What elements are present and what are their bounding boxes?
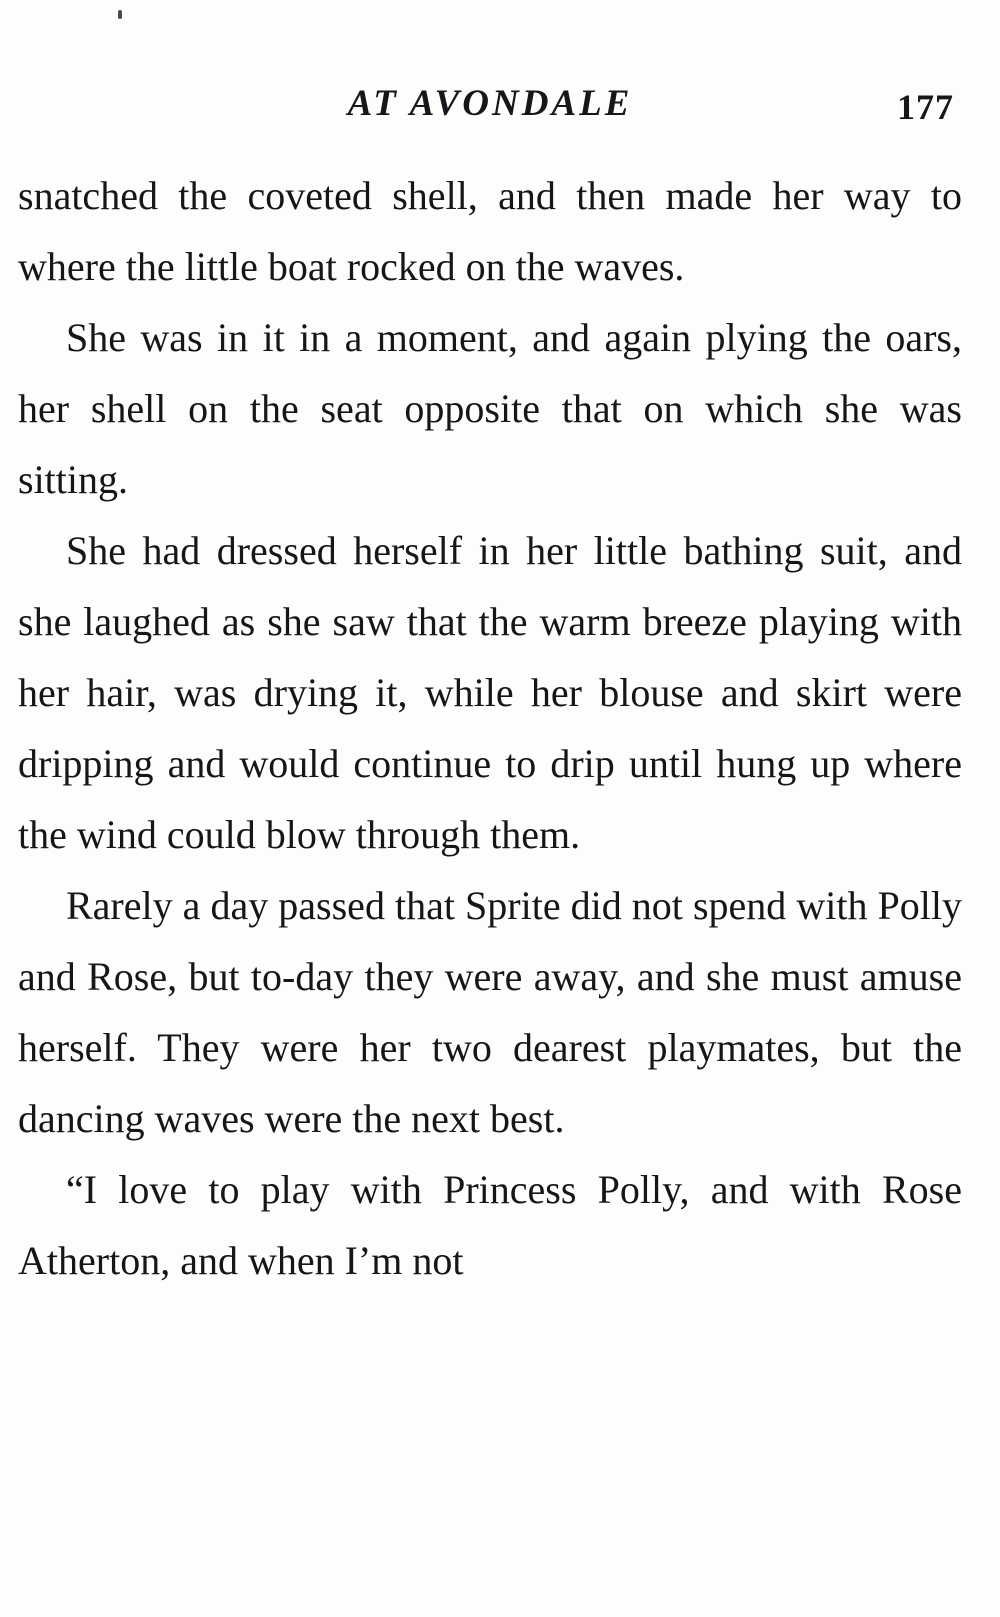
- page-body: [18, 160, 962, 1296]
- ink-speck: [118, 10, 122, 19]
- page-number: 177: [897, 87, 954, 127]
- paragraph: snatched the coveted shell, and then made her way to where the little boat rocked on the waves.: [18, 173, 962, 289]
- paragraph: She had dressed herself in her little bathing suit, and she laughed as she saw that the warm breeze playing with her hair, was drying it, while her blouse and skirt were dripping and would continue to drip until hung up where the wind could blow through them.: [18, 528, 962, 857]
- paragraph: “I love to play with Princess Polly, and with Rose Atherton, and when I’m not: [18, 1167, 962, 1283]
- paragraph: She was in it in a moment, and again plying the oars, her shell on the seat opposite that on which she was sitting.: [18, 315, 962, 502]
- paragraph: Rarely a day passed that Sprite did not spend with Polly and Rose, but to-day they were away, and she must amuse herself. They were her two dearest playmates, but the dancing waves were the next best.: [18, 883, 962, 1141]
- running-head: AT AVONDALE: [347, 83, 633, 124]
- page-header: [18, 82, 962, 138]
